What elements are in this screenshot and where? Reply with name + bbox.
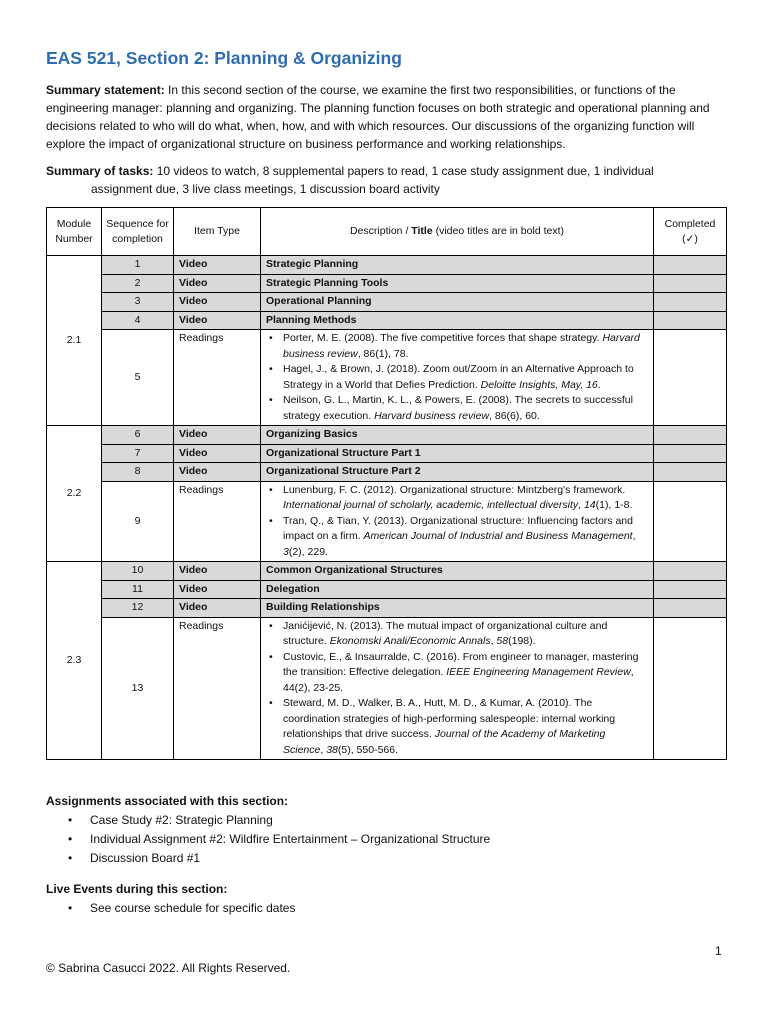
item-type-cell: Video (174, 293, 261, 312)
item-type-cell: Video (174, 426, 261, 445)
ref-tail: (1), 1-8. (595, 499, 633, 511)
ref-text: Tran, Q., & Tian, Y. (2013). Organizational structure: Influencing factors and impact on a firm. (283, 514, 633, 542)
table-row (47, 426, 727, 445)
live-events-section (46, 880, 295, 918)
reference-item (283, 483, 648, 514)
completed-checkbox-cell[interactable] (654, 562, 727, 581)
video-title-cell: Planning Methods (261, 311, 654, 330)
header-item-type: Item Type (174, 208, 261, 256)
completed-checkbox-cell[interactable] (654, 599, 727, 618)
completed-checkbox-cell[interactable] (654, 311, 727, 330)
completed-checkbox-cell[interactable] (654, 293, 727, 312)
ref-journal: IEEE Engineering Management Review (446, 666, 631, 678)
ref-text: Lunenburg, F. C. (2012). Organizational structure: Mintzberg's framework. (283, 483, 626, 496)
header-description (261, 208, 654, 256)
tasks-line1: 10 videos to watch, 8 supplemental papers to read, 1 case study assignment due, 1 individual (153, 164, 654, 178)
ref-journal: Harvard business review (283, 332, 640, 360)
video-title-cell: Operational Planning (261, 293, 654, 312)
readings-cell (261, 481, 654, 562)
item-type-cell: Readings (174, 330, 261, 426)
completed-checkbox-cell[interactable] (654, 330, 727, 426)
list-item: • See course schedule for specific dates (46, 899, 295, 918)
module-number: 2.2 (47, 426, 102, 562)
video-title-cell: Delegation (261, 580, 654, 599)
header-completed: Completed (✓) (654, 208, 727, 256)
summary-of-tasks (46, 162, 726, 198)
completed-checkbox-cell[interactable] (654, 426, 727, 445)
item-type-cell: Readings (174, 617, 261, 760)
video-title-cell: Strategic Planning Tools (261, 274, 654, 293)
reference-item (283, 362, 648, 393)
video-title-cell: Organizing Basics (261, 426, 654, 445)
ref-journal: Deloitte Insights, May, 16 (480, 378, 598, 391)
ref-volume: 38 (326, 743, 338, 756)
ref-sep: , (632, 530, 636, 542)
ref-journal: Journal of the Academy of Marketing Science (283, 728, 606, 756)
table-row (47, 617, 727, 760)
ref-text: Steward, M. D., Walker, B. A., Hutt, M. D., & Kumar, A. (2010). The coordination strategies of high-performing salespeople: internal working relationships that drive success. (283, 697, 616, 740)
list-item: • Individual Assignment #2: Wildfire Entertainment – Organizational Structure (46, 830, 490, 849)
assignments-section (46, 792, 490, 868)
ref-journal: Ekonomski Anali/Economic Annals (329, 635, 491, 647)
header-desc-post: (video titles are in bold text) (432, 225, 564, 237)
summary-statement (46, 81, 726, 153)
table-row (47, 562, 727, 581)
video-title-cell: Building Relationships (261, 599, 654, 618)
sequence-cell: 12 (102, 599, 174, 618)
sequence-cell: 13 (102, 617, 174, 760)
item-type-cell: Video (174, 580, 261, 599)
table-row (47, 330, 727, 426)
tasks-label: Summary of tasks: (46, 164, 154, 178)
item-type-cell: Readings (174, 481, 261, 562)
video-title-cell: Organizational Structure Part 1 (261, 444, 654, 463)
ref-volume: 58 (496, 635, 509, 647)
sequence-cell: 5 (102, 330, 174, 426)
sequence-cell: 3 (102, 293, 174, 312)
table-row (47, 599, 727, 618)
completed-checkbox-cell[interactable] (654, 463, 727, 482)
item-type-cell: Video (174, 562, 261, 581)
ref-journal: Harvard business review (374, 409, 490, 422)
video-title-cell: Organizational Structure Part 2 (261, 463, 654, 482)
item-type-cell: Video (174, 463, 261, 482)
sequence-cell: 11 (102, 580, 174, 599)
sequence-cell: 6 (102, 426, 174, 445)
ref-sep: , (578, 499, 584, 511)
reference-item (283, 514, 648, 561)
completed-checkbox-cell[interactable] (654, 481, 727, 562)
completed-checkbox-cell[interactable] (654, 580, 727, 599)
ref-journal: American Journal of Industrial and Business Management (363, 530, 633, 542)
ref-tail: , 86(6), 60. (489, 409, 540, 422)
ref-tail: , 86(1), 78. (357, 347, 409, 360)
sequence-cell: 1 (102, 256, 174, 275)
ref-tail: . (597, 378, 601, 391)
completed-checkbox-cell[interactable] (654, 444, 727, 463)
completed-checkbox-cell[interactable] (654, 617, 727, 760)
table-row (47, 463, 727, 482)
table-row (47, 256, 727, 275)
completed-checkbox-cell[interactable] (654, 256, 727, 275)
summary-text: In this second section of the course, we examine the first two responsibilities, or functions of the engineering manager: planning and organizing. The planning function focuses on both strategic and operational planning and decisions related to who will do what, when, how, and with which resources. Our discussions of the organizing function will explore the impact of organizational structure on business performance and working relationships. (46, 83, 710, 151)
readings-cell (261, 330, 654, 426)
ref-volume: 14 (583, 499, 596, 511)
item-type-cell: Video (174, 444, 261, 463)
sequence-cell: 4 (102, 311, 174, 330)
table-row (47, 444, 727, 463)
ref-tail: , 44(2), 23-25. (283, 666, 634, 694)
sequence-cell: 8 (102, 463, 174, 482)
reference-item (283, 650, 648, 697)
ref-text: Janićijević, N. (2013). The mutual impact of organizational culture and structure. (283, 619, 608, 647)
header-desc-bold: Title (411, 225, 433, 237)
item-type-cell: Video (174, 599, 261, 618)
ref-tail: (198). (508, 635, 536, 647)
ref-volume: 3 (283, 545, 289, 558)
list-item: • Case Study #2: Strategic Planning (46, 811, 490, 830)
ref-sep: , (320, 743, 327, 756)
copyright-footer: © Sabrina Casucci 2022. All Rights Reserved. (46, 961, 291, 975)
page-number: 1 (715, 944, 722, 958)
reference-item (283, 696, 648, 758)
sequence-cell: 9 (102, 481, 174, 562)
sequence-cell: 2 (102, 274, 174, 293)
reference-item (283, 619, 648, 650)
header-desc-pre: Description / (350, 225, 412, 237)
tasks-line2: assignment due, 3 live class meetings, 1 discussion board activity (91, 182, 440, 196)
ref-text: Neilson, G. L., Martin, K. L., & Powers, E. (2008). The secrets to successful strategy execution. (283, 394, 633, 422)
sequence-cell: 10 (102, 562, 174, 581)
ref-text: Hagel, J., & Brown, J. (2018). Zoom out/Zoom in an Alternative Approach to Strategy in a World that Defies Prediction. (283, 363, 634, 391)
item-type-cell: Video (174, 274, 261, 293)
ref-sep: , (490, 635, 497, 647)
reference-item (283, 331, 648, 362)
module-number: 2.1 (47, 256, 102, 426)
task-table (46, 207, 727, 760)
completed-checkbox-cell[interactable] (654, 274, 727, 293)
ref-text: Custovic, E., & Insaurralde, C. (2016). From engineer to manager, mastering the transition: Effective delegation. (283, 650, 639, 678)
reference-item (283, 393, 648, 424)
readings-cell (261, 617, 654, 760)
ref-tail: (5), 550-566. (337, 743, 399, 756)
header-module: Module Number (47, 208, 102, 256)
table-body (47, 256, 727, 760)
header-sequence: Sequence for completion (102, 208, 174, 256)
ref-journal: International journal of scholarly, academic, intellectual diversity (283, 499, 579, 511)
table-row (47, 481, 727, 562)
sequence-cell: 7 (102, 444, 174, 463)
table-row (47, 311, 727, 330)
assignments-heading: Assignments associated with this section: (46, 794, 289, 808)
module-number: 2.3 (47, 562, 102, 760)
live-events-heading: Live Events during this section: (46, 882, 228, 896)
item-type-cell: Video (174, 256, 261, 275)
ref-text: Porter, M. E. (2008). The five competitive forces that shape strategy. (283, 332, 603, 344)
summary-label: Summary statement: (46, 83, 165, 97)
video-title-cell: Strategic Planning (261, 256, 654, 275)
table-row (47, 580, 727, 599)
table-header-row (47, 208, 727, 256)
ref-tail: (2), 229. (288, 545, 328, 558)
page-title: EAS 521, Section 2: Planning & Organizing (46, 48, 402, 68)
list-item: • Discussion Board #1 (46, 849, 490, 868)
table-row (47, 293, 727, 312)
item-type-cell: Video (174, 311, 261, 330)
table-row (47, 274, 727, 293)
video-title-cell: Common Organizational Structures (261, 562, 654, 581)
